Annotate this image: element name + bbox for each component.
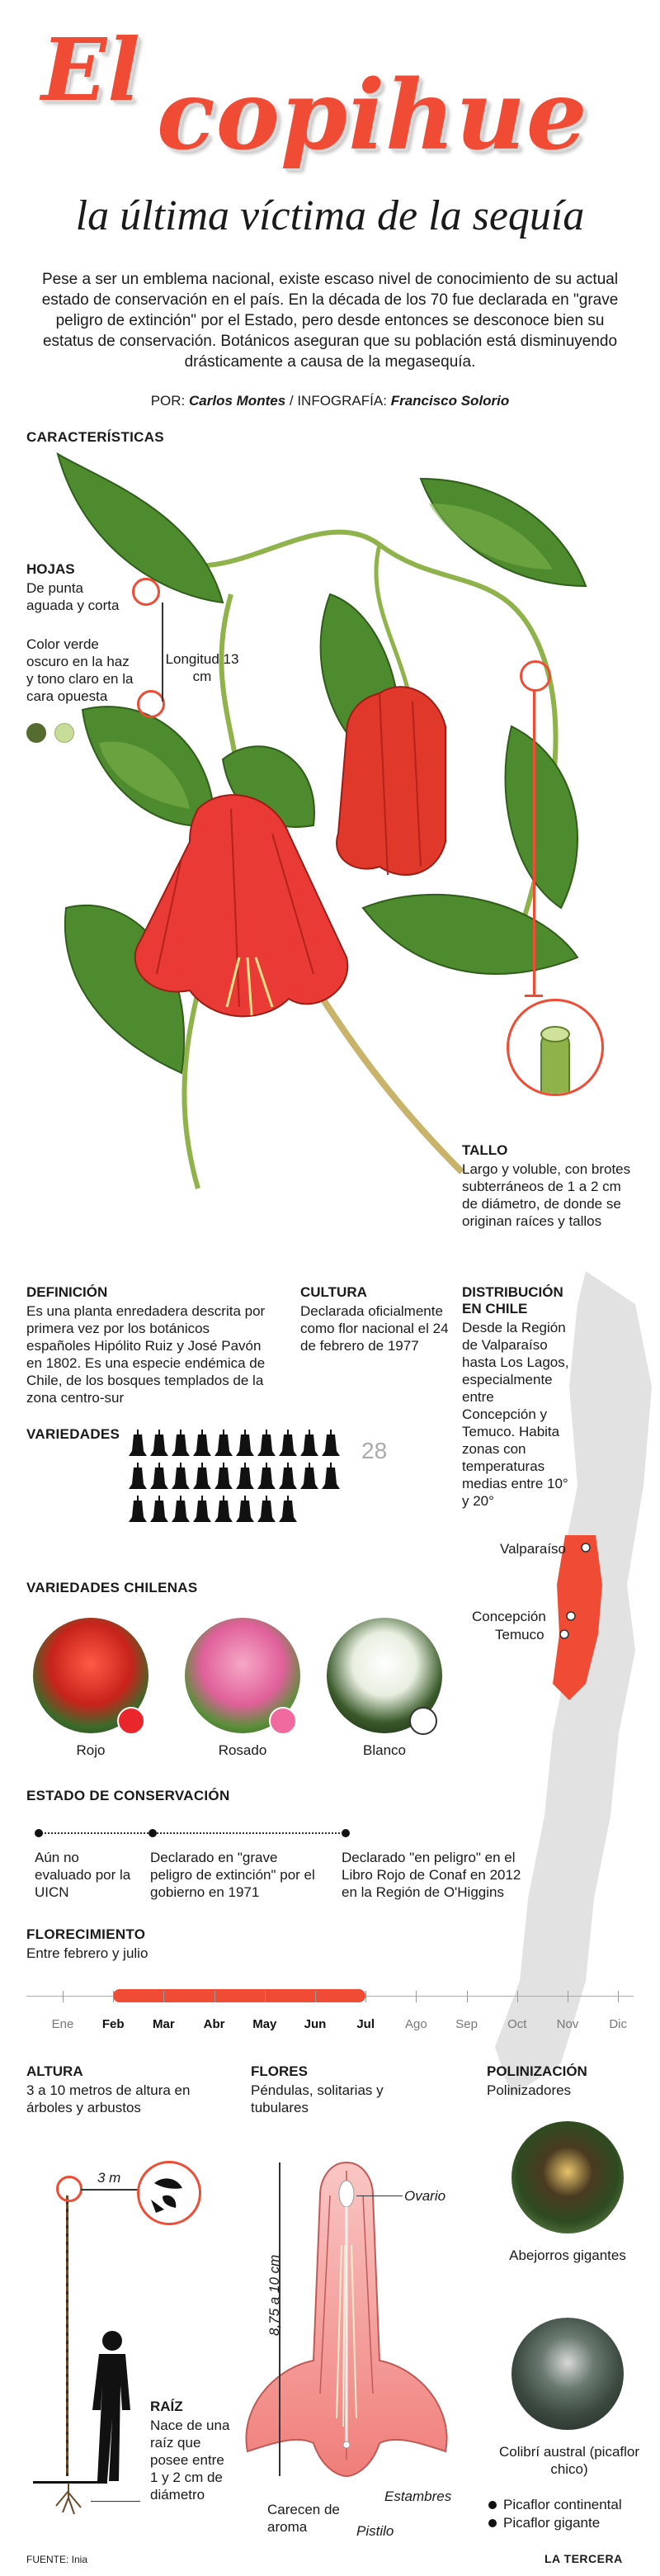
variety-bell-icon [214, 1430, 233, 1458]
variety-bell-icon [129, 1496, 147, 1524]
month-tick [214, 1991, 215, 2002]
variety-bell-icon [129, 1463, 147, 1491]
variety-bell-icon [257, 1463, 276, 1491]
month-label: Jul [356, 2017, 375, 2031]
hojas-title: HOJAS [26, 561, 75, 577]
picaflor-2: Picaflor gigante [503, 2515, 601, 2531]
month-tick [265, 1991, 266, 2002]
variety-bell-icon [300, 1463, 318, 1491]
section-conservacion: ESTADO DE CONSERVACIÓN [26, 1788, 230, 1803]
variety-bell-icon [236, 1430, 254, 1458]
polinizacion-title: POLINIZACIÓN [487, 2063, 587, 2079]
distribucion-title: DISTRIBUCIÓN EN CHILE [462, 1284, 563, 1316]
month-tick [315, 1991, 316, 2002]
byline-sep: / INFOGRAFÍA: [285, 393, 387, 409]
longitud-label: Longitud 13 cm [165, 651, 239, 684]
variety-bell-icon [172, 1430, 190, 1458]
conservation-item-3: Declarado "en peligro" en el Libro Rojo de Conaf en 2012 en la Región de O'Higgins [342, 1850, 521, 1900]
altura-text: 3 a 10 metros de altura en árboles y arbustos [26, 2082, 191, 2115]
byline-designer: Francisco Solorio [390, 393, 510, 409]
vine-trunk [66, 2196, 68, 2476]
title-copihue: copihue [157, 59, 588, 172]
month-label: Abr [203, 2017, 225, 2031]
map-label-concepcion: Concepción [472, 1609, 546, 1624]
variety-bell-icon [193, 1430, 211, 1458]
bloom-period-bar [113, 1989, 365, 2002]
stem-connector-h [525, 995, 543, 997]
tallo-text: Largo y voluble, con brotes subterráneos de 1 a 2 cm de diámetro, de donde se originan raíces y tallos [462, 1161, 631, 1229]
month-tick [163, 1991, 164, 2002]
variety-bell-icon [257, 1496, 276, 1524]
subtitle: la última víctima de la sequía [75, 192, 585, 239]
month-label: Ene [51, 2017, 74, 2031]
month-tick [467, 1991, 468, 2002]
month-tick [63, 1991, 64, 2002]
variety-label-blanco: Blanco [363, 1742, 406, 1758]
intro-paragraph: Pese a ser un emblema nacional, existe escaso nivel de conocimiento de su actual estado de conservación en el país. En la década de los 70 fue declarada en "grave peligro de extinción" por el Estado, pero desde entonces se desconoce bien su estatus de conservación. Botánicos aseguran que su población está disminuyendo drásticamente a causa de la megasequía. [41, 271, 619, 371]
flower-size-label: 8,75 a 10 cm [266, 2254, 282, 2336]
section-caracteristicas: CARACTERÍSTICAS [26, 429, 164, 445]
conservation-dot-1 [35, 1829, 43, 1837]
stem-connector [533, 689, 535, 995]
stem-marker [520, 660, 551, 692]
section-variedades-chilenas: VARIEDADES CHILENAS [26, 1580, 198, 1595]
month-label: Jun [304, 2017, 327, 2031]
footer-fuente: FUENTE: Inia [26, 2554, 88, 2565]
variety-bell-icon [322, 1463, 340, 1491]
month-label: Sep [455, 2017, 478, 2031]
altura-mark: 3 m [97, 2170, 121, 2186]
polinizacion-text: Polinizadores [487, 2082, 572, 2098]
florecimiento-sub: Entre febrero y julio [26, 1945, 148, 1961]
flores-title: FLORES [251, 2063, 308, 2079]
copihue-illustration [50, 446, 627, 1238]
colibri-label: Colibrí austral (picaflor chico) [498, 2444, 640, 2477]
variety-bell-icon [279, 1463, 297, 1491]
month-label: Nov [556, 2017, 579, 2031]
leaf-base-marker [137, 690, 165, 718]
month-label: Dic [609, 2017, 628, 2031]
longitud-line [162, 603, 163, 702]
dark-green-swatch [26, 723, 46, 743]
conservation-timeline [38, 1832, 346, 1834]
human-silhouette [79, 2328, 145, 2484]
month-tick [113, 1991, 114, 2002]
variety-label-rosado: Rosado [218, 1742, 267, 1758]
ovario-label: Ovario [404, 2188, 446, 2204]
flores-text: Péndulas, solitarias y tubulares [251, 2082, 384, 2115]
variety-swatch-rosado [269, 1707, 297, 1735]
altura-title: ALTURA [26, 2063, 83, 2079]
conservation-item-2: Declarado en "grave peligro de extinción" por el gobierno en 1971 [150, 1850, 315, 1900]
hojas-text: De punta aguada y corta [26, 580, 120, 613]
height-line [81, 2189, 139, 2191]
tallo-title: TALLO [462, 1142, 508, 1158]
variety-bell-icon [257, 1430, 276, 1458]
variety-bell-icon [150, 1430, 168, 1458]
cultura-text: Declarada oficialmente como flor nacional el 24 de febrero de 1977 [300, 1303, 449, 1354]
varieties-count: 28 [361, 1438, 388, 1463]
distribucion-text: Desde la Región de Valparaíso hasta Los Lagos, especialmente entre Concepción y Temuco. Habita zonas con temperaturas medias entre 10° y 20° [462, 1320, 569, 1509]
byline-author: Carlos Montes [189, 393, 286, 409]
variety-swatch-rojo [117, 1707, 145, 1735]
variety-bell-icon [300, 1430, 318, 1458]
byline [0, 393, 660, 409]
section-variedades: VARIEDADES [26, 1426, 120, 1442]
bullet-2 [488, 2519, 497, 2527]
section-florecimiento: FLORECIMIENTO [26, 1926, 146, 1942]
month-tick [517, 1991, 518, 2002]
variety-bell-icon [214, 1463, 233, 1491]
photo-bumblebee [512, 2121, 624, 2233]
light-green-swatch [54, 723, 74, 743]
month-label: Ago [405, 2017, 427, 2031]
raiz-text: Nace de una raíz que posee entre 1 y 2 cm de diámetro [150, 2418, 230, 2503]
picaflor-1: Picaflor continental [503, 2497, 622, 2512]
raiz-title: RAÍZ [150, 2399, 183, 2414]
footer-brand: LA TERCERA [544, 2552, 623, 2565]
leaf-tip-marker [132, 578, 160, 606]
variety-bell-icon [172, 1496, 190, 1524]
variety-bell-icon [193, 1496, 211, 1524]
variety-bell-icon [193, 1463, 211, 1491]
estambres-label: Estambres [384, 2489, 452, 2504]
pistilo-label: Pistilo [356, 2523, 394, 2539]
variety-swatch-blanco [409, 1707, 437, 1735]
variety-bell-icon [322, 1430, 340, 1458]
month-label: Mar [153, 2017, 175, 2031]
abejorros-label: Abejorros gigantes [509, 2248, 626, 2263]
variety-label-rojo: Rojo [76, 1742, 106, 1758]
conservation-dot-3 [342, 1829, 350, 1837]
variety-bell-icon [214, 1496, 233, 1524]
definicion-title: DEFINICIÓN [26, 1284, 108, 1300]
title-el: El [41, 19, 141, 121]
variety-bell-icon [129, 1430, 147, 1458]
stem-detail [507, 999, 604, 1096]
cultura-title: CULTURA [300, 1284, 367, 1300]
month-tick [618, 1991, 619, 2002]
flower-zoom-circle [137, 2161, 201, 2225]
hojas-color: Color verde oscuro en la haz y tono claro en la cara opuesta [26, 636, 134, 704]
variety-bell-icon [150, 1463, 168, 1491]
variety-bell-icon [279, 1430, 297, 1458]
photo-hummingbird [512, 2318, 624, 2430]
map-label-valparaiso: Valparaíso [500, 1541, 567, 1557]
root-line [91, 2501, 140, 2502]
variety-bell-icon [279, 1496, 297, 1524]
month-tick [365, 1991, 366, 2002]
month-tick [416, 1991, 417, 2002]
conservation-dot-2 [148, 1829, 157, 1837]
month-label: Oct [507, 2017, 527, 2031]
map-label-temuco: Temuco [495, 1627, 544, 1642]
month-label: Feb [101, 2017, 125, 2031]
bullet-1 [488, 2501, 497, 2509]
variety-bell-icon [236, 1463, 254, 1491]
root-icon [48, 2483, 89, 2516]
variety-bell-icon [172, 1463, 190, 1491]
byline-por: POR: [150, 393, 186, 409]
carecen-label: Carecen de aroma [267, 2502, 340, 2535]
height-marker [56, 2176, 82, 2202]
variety-bell-icon [236, 1496, 254, 1524]
variety-bell-icon [150, 1496, 168, 1524]
month-label: May [252, 2017, 277, 2031]
definicion-text: Es una planta enredadera descrita por primera vez por los botánicos españoles Hipólito Ruiz y José Pavón en 1802. Es una especie endémica de Chile, de los bosques templados de la zona centro-sur [26, 1303, 266, 1406]
conservation-item-1: Aún no evaluado por la UICN [35, 1850, 131, 1900]
